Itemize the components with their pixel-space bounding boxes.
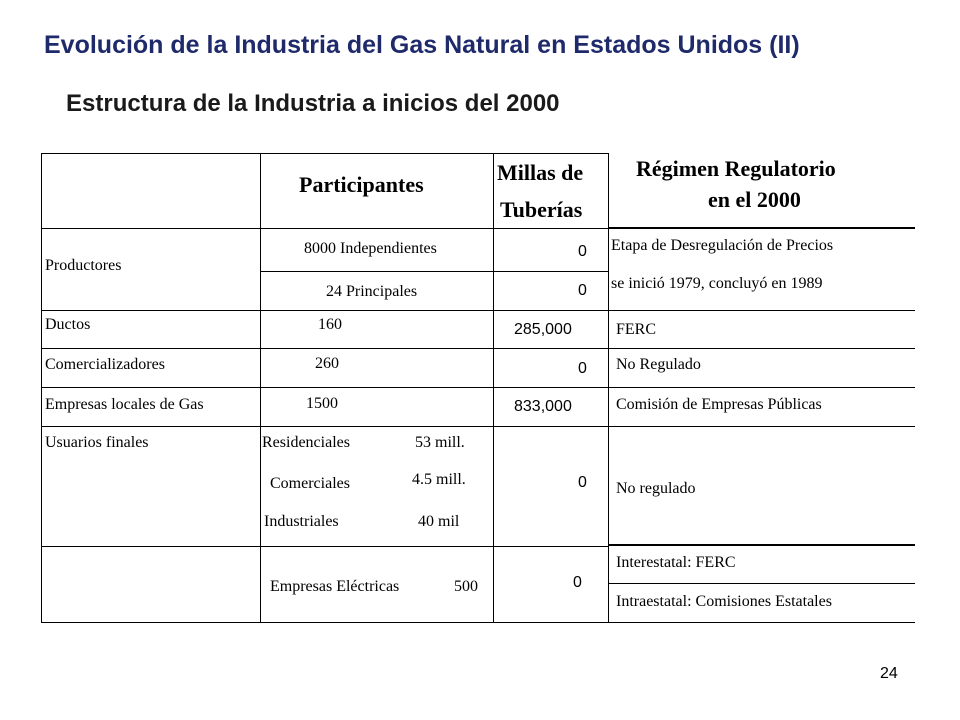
electricas-regimen-line1: Interestatal: FERC xyxy=(616,554,736,571)
productores-regimen-line2: se inició 1979, concluyó en 1989 xyxy=(611,275,823,292)
column-divider xyxy=(493,153,494,622)
row-label-usuarios-finales: Usuarios finales xyxy=(45,434,149,451)
usuarios-finales-regimen: No regulado xyxy=(616,480,696,497)
column-divider xyxy=(608,153,609,622)
productores-regimen-line1: Etapa de Desregulación de Precios xyxy=(611,237,834,254)
usuarios-residenciales-count: 53 mill. xyxy=(415,434,465,451)
row-divider xyxy=(41,546,608,547)
header-regimen-line1: Régimen Regulatorio xyxy=(636,156,836,181)
page-number: 24 xyxy=(880,665,898,682)
ductos-regimen: FERC xyxy=(616,321,657,338)
comercializadores-millas: 0 xyxy=(578,360,587,377)
row-label-ductos: Ductos xyxy=(45,316,91,333)
row-divider xyxy=(41,310,915,311)
productores-millas-1: 0 xyxy=(578,243,587,260)
empresas-locales-millas: 833,000 xyxy=(514,398,572,415)
row-divider xyxy=(41,426,915,427)
electricas-millas: 0 xyxy=(573,574,582,591)
row-label-empresas-locales: Empresas locales de Gas xyxy=(45,396,204,413)
row-label-comercializadores: Comercializadores xyxy=(45,356,165,373)
row-divider xyxy=(41,387,915,388)
empresas-locales-regimen: Comisión de Empresas Públicas xyxy=(616,396,822,413)
usuarios-residenciales-name: Residenciales xyxy=(262,434,350,451)
ductos-millas: 285,000 xyxy=(514,321,572,338)
table-bottom-border xyxy=(41,622,915,623)
electricas-count: 500 xyxy=(454,578,478,595)
productores-inner-divider xyxy=(260,271,608,272)
header-regimen-line2: en el 2000 xyxy=(708,187,801,212)
productores-millas-2: 0 xyxy=(578,282,587,299)
electricas-regimen-line2: Intraestatal: Comisiones Estatales xyxy=(616,593,832,610)
comercializadores-regimen: No Regulado xyxy=(616,356,701,373)
usuarios-industriales-name: Industriales xyxy=(264,513,339,530)
row-label-productores: Productores xyxy=(45,257,122,274)
header-divider xyxy=(41,228,608,229)
slide-subtitle: Estructura de la Industria a inicios del 2000 xyxy=(66,90,560,117)
table-top-border xyxy=(41,153,608,154)
header-millas-line2: Tuberías xyxy=(500,197,583,222)
row-divider xyxy=(41,348,915,349)
usuarios-finales-millas: 0 xyxy=(578,474,587,491)
header-millas-line1: Millas de xyxy=(497,160,584,185)
electricas-participantes: Empresas Eléctricas xyxy=(270,578,400,595)
slide-title: Evolución de la Industria del Gas Natural en Estados Unidos (II) xyxy=(44,31,800,59)
ductos-participantes: 160 xyxy=(318,316,342,333)
header-divider-thick xyxy=(608,227,915,229)
usuarios-industriales-count: 40 mil xyxy=(418,513,460,530)
column-divider xyxy=(260,153,261,622)
regimen-inner-divider xyxy=(608,583,915,584)
column-divider xyxy=(41,153,42,622)
productores-independientes: 8000 Independientes xyxy=(304,240,437,257)
usuarios-comerciales-name: Comerciales xyxy=(270,475,350,492)
row-divider-thick xyxy=(608,544,915,546)
comercializadores-participantes: 260 xyxy=(315,355,339,372)
usuarios-comerciales-count: 4.5 mill. xyxy=(412,471,466,488)
empresas-locales-participantes: 1500 xyxy=(306,395,338,412)
header-participantes: Participantes xyxy=(299,172,424,197)
productores-principales: 24 Principales xyxy=(326,283,418,300)
